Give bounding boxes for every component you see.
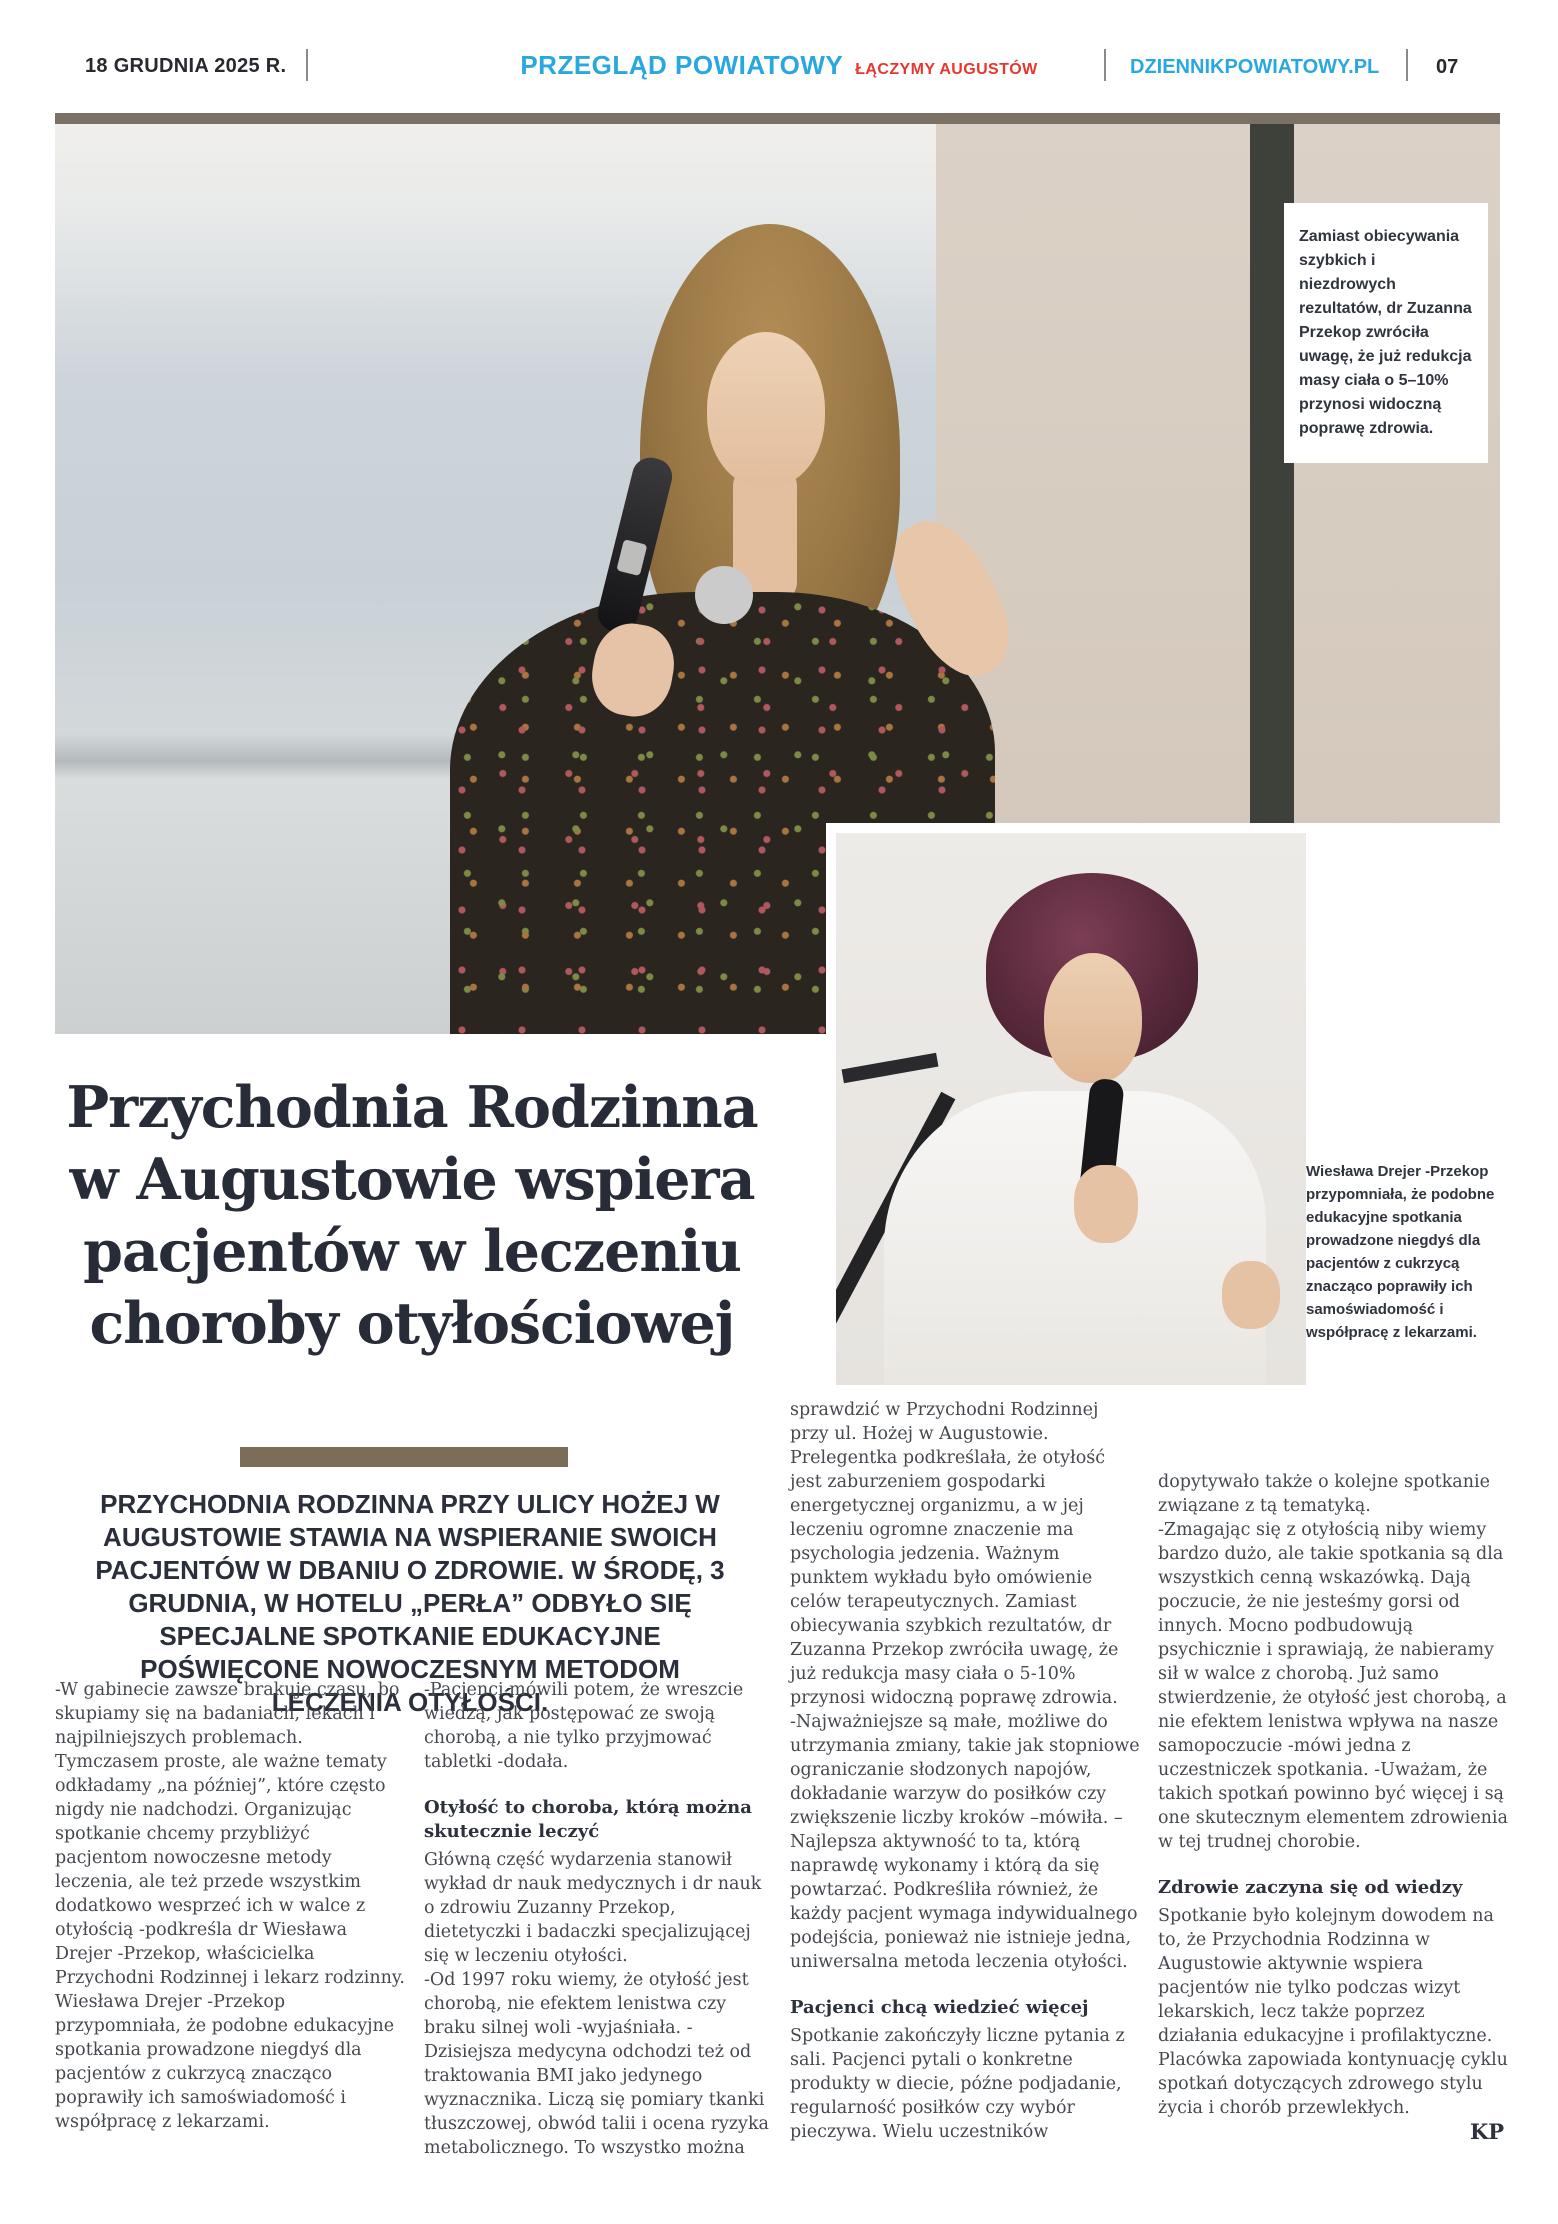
headline-line: Przychodnia Rodzinna <box>66 1074 758 1141</box>
paragraph: sprawdzić w Przychodni Rodzinnej przy ul. Hożej w Augustowie. Prelegentka podkreślała, że otyłość jest zaburzeniem gospodarki energetycznej organizmu, a w jej leczeniu ogromne znaczenie ma psychologia jedzenia. Ważnym punktem wykładu było omówienie celów terapeutycznych. Zamiast obiecywania szybkich rezultatów, dr Zuzanna Przekop zwróciła uwagę, że już redukcja masy ciała o 5-10% przynosi widoczną poprawę zdrowia. <box>790 1400 1119 1708</box>
section-divider <box>240 1447 568 1467</box>
inset-photo-caption: Wiesława Drejer -Przekop przypomniała, że podobne edukacyjne spotkania prowadzone niegdyś dla pacjentów z cukrzycą znacząco poprawiły ich samoświadomość i współpracę z lekarzami. <box>1306 1163 1495 1341</box>
header-separator <box>1104 49 1106 81</box>
paragraph: -Od 1997 roku wiemy, że otyłość jest chorobą, nie efektem lenistwa czy braku silnej woli -wyjaśniała. -Dzisiejsza medycyna odchodzi też od traktowania BMI jako jedynego wyznacznika. Liczą się pomiary tkanki tłuszczowej, obwód talii i ocena ryzyka metabolicznego. To wszystko można <box>424 1970 769 2158</box>
doctor-face <box>1044 953 1142 1083</box>
paragraph: dopytywało także o kolejne spotkanie związane z tą tematyką. <box>1158 1472 1490 1516</box>
issue-date: 18 GRUDNIA 2025 R. <box>85 55 287 77</box>
body-column-3 <box>790 1398 1140 2144</box>
headline-line: w Augustowie wspiera <box>69 1146 755 1213</box>
paragraph: Spotkanie zakończyły liczne pytania z sali. Pacjenci pytali o konkretne produkty w diecie, późne podjadanie, regularność posiłków czy wybór pieczywa. Wielu uczestników <box>790 2026 1125 2142</box>
paragraph: Główną część wydarzenia stanowił wykład dr nauk medycznych i dr nauk o zdrowiu Zuzanny Przekop, dietetyczki i badaczki specjalizującej się w leczeniu otyłości. <box>424 1850 762 1966</box>
doctor-white-shirt <box>884 1091 1266 1385</box>
speaker-face <box>707 332 825 487</box>
header-separator <box>306 49 308 81</box>
paragraph: Spotkanie było kolejnym dowodem na to, że Przychodnia Rodzinna w Augustowie aktywnie wspiera pacjentów nie tylko podczas wizyt lekarskich, lecz także poprzez działania edukacyjne i profilaktyczne. Placówka zapowiada kontynuację cyklu spotkań dotyczących zdrowego stylu życia i chorób przewlekłych. <box>1158 1906 1508 2118</box>
paragraph: -Zmagając się z otyłością niby wiemy bardzo dużo, ale takie spotkania są dla wszystkich cenną wskazówką. Dają poczucie, że nie jesteśmy gorsi od innych. Mocno podbudowują psychicznie i sprawiają, że nabieramy sił w walce z chorobą. Już samo stwierdzenie, że otyłość jest chorobą, a nie efektem lenistwa wpływa na nasze samopoczucie -mówi jedna z uczestniczek spotkania. -Uważam, że takich spotkań powinno być więcej i są one skutecznym elementem zdrowienia w tej trudnej chorobie. <box>1158 1520 1508 1852</box>
callout-text: Zamiast obiecywania szybkich i niezdrowych rezultatów, dr Zuzanna Przekop zwróciła uwagę, że już redukcja masy ciała o 5–10% przynosi widoczną poprawę zdrowia. <box>1299 228 1472 437</box>
body-column-4 <box>1158 1470 1508 2144</box>
doctor-hand <box>1074 1165 1138 1243</box>
author-initials: KP <box>1469 2119 1504 2144</box>
masthead-title: PRZEGLĄD POWIATOWY <box>520 50 844 80</box>
photo-callout-box <box>1284 203 1488 463</box>
paragraph: -W gabinecie zawsze brakuje czasu, bo skupiamy się na badaniach, lekach i najpilniejszych problemach. Tymczasem proste, ale ważne tematy odkładamy „na później”, które często nigdy nie nadchodzi. Organizując spotkanie chcemy przybliżyć pacjentom nowoczesne metody leczenia, ale też przede wszystkim dodatkowo wesprzeć ich w walce z otyłością -podkreśla dr Wiesława Drejer -Przekop, właścicielka Przychodni Rodzinnej i lekarz rodzinny. <box>55 1680 405 1988</box>
top-rule <box>55 113 1500 124</box>
mic-stand-clip <box>842 1053 939 1083</box>
header-separator <box>1406 49 1408 81</box>
lead-paragraph: PRZYCHODNIA RODZINNA PRZY ULICY HOŻEJ W AUGUSTOWIE STAWIA NA WSPIERANIE SWOICH PACJENTÓW W DBANIU O ZDROWIE. W ŚRODĘ, 3 GRUDNIA, W HOTELU „PERŁA” ODBYŁO SIĘ SPECJALNE SPOTKANIE EDUKACYJNE POŚWIĘCONE NOWOCZESNYM METODOM LECZENIA OTYŁOŚCI. <box>95 1489 725 1717</box>
paragraph: -Najważniejsze są małe, możliwe do utrzymania zmiany, takie jak stopniowe ograniczanie słodzonych napojów, dokładanie warzyw do posiłków czy zwiększenie liczby kroków –mówiła. –Najlepsza aktywność to ta, którą naprawdę wykonamy i którą da się powtarzać. Podkreśliła również, że każdy pacjent wymaga indywidualnego podejścia, ponieważ nie istnieje jedna, uniwersalna metoda leczenia otyłości. <box>790 1712 1140 1972</box>
body-column-2 <box>424 1678 774 2160</box>
body-column-1 <box>55 1678 405 2134</box>
subheading: Pacjenci chcą wiedzieć więcej <box>790 1997 1089 2018</box>
subheading: Otyłość to choroba, którą można skutecznie leczyć <box>424 1797 752 1842</box>
page-number: 07 <box>1436 56 1459 78</box>
headline-line: choroby otyłościowej <box>89 1290 735 1357</box>
headline-line: pacjentów w leczeniu <box>83 1218 741 1285</box>
paragraph: Wiesława Drejer -Przekop przypomniała, że podobne edukacyjne spotkania prowadzone niegdyś dla pacjentów z cukrzycą znacząco poprawiły ich samoświadomość i współpracę z lekarzami. <box>55 1992 395 2132</box>
inset-photo <box>836 833 1306 1385</box>
doctor-left-hand <box>1222 1261 1280 1329</box>
masthead <box>520 50 1037 81</box>
paragraph: -Pacjenci mówili potem, że wreszcie wiedzą, jak postępować ze swoją chorobą, a nie tylko przyjmować tabletki -dodała. <box>424 1680 744 1772</box>
mic-windscreen <box>695 566 753 624</box>
subheading: Zdrowie zaczyna się od wiedzy <box>1158 1877 1463 1898</box>
article-headline <box>38 1072 786 1360</box>
website-url: DZIENNIKPOWIATOWY.PL <box>1130 56 1380 78</box>
masthead-slogan: ŁĄCZYMY AUGUSTÓW <box>855 61 1038 78</box>
